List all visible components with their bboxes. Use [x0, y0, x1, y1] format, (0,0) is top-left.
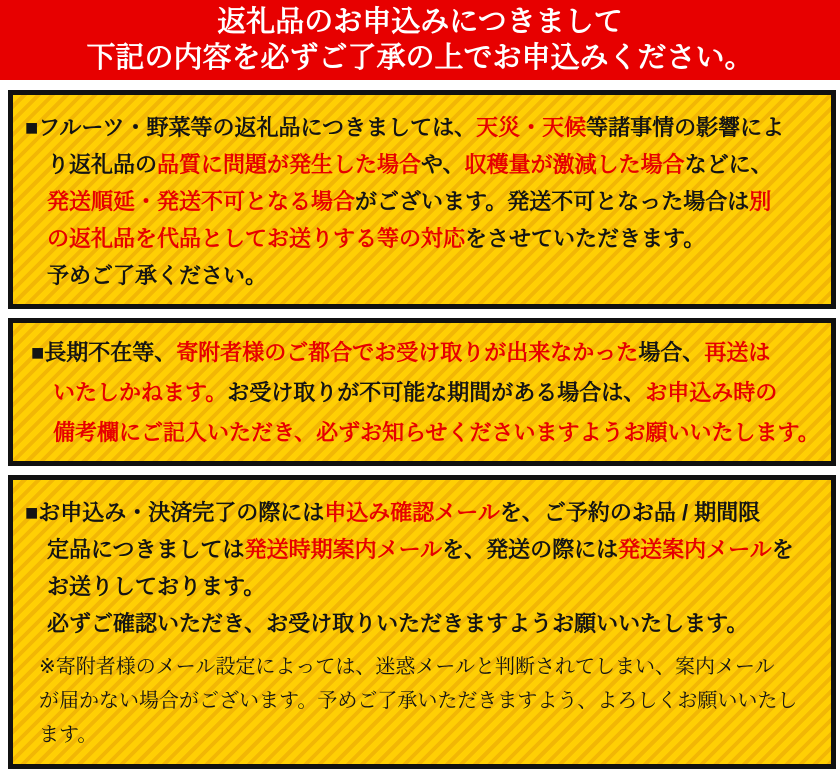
body-text: 定品につきましては	[47, 537, 245, 562]
emphasis-text: 別	[749, 189, 772, 214]
notice-line	[25, 109, 823, 146]
body-text: が届かない場合がございます。予めご了承いただきますよう、よろしくお願いいたし	[39, 690, 798, 712]
body-text: ■お申込み・決済完了の際には	[25, 500, 325, 525]
notice-line	[25, 220, 823, 257]
header-banner	[0, 0, 840, 80]
body-text: ■フルーツ・野菜等の返礼品につきましては、	[25, 115, 477, 140]
body-text: ます。	[39, 724, 98, 746]
notice-line	[39, 650, 823, 684]
notice-box-weather-text	[25, 109, 823, 294]
emphasis-text: 天災・天候	[476, 115, 587, 140]
notice-box-absence-redelivery	[8, 318, 836, 466]
body-text: 予めご了承ください。	[47, 263, 268, 288]
notice-line	[39, 718, 823, 752]
body-text: お送りしております。	[47, 574, 266, 599]
body-text: 等諸事情の影響によ	[586, 115, 785, 140]
emphasis-text: 発送順延・発送不可となる場合	[47, 189, 356, 214]
body-text: ※寄附者様のメール設定によっては、迷惑メールと判断されてしまい、案内メール	[39, 656, 775, 678]
body-text: を、ご予約のお品 / 期間限	[499, 500, 761, 525]
body-text: をさせていただきます。	[465, 226, 706, 251]
emphasis-text: お申込み時の	[645, 380, 778, 405]
emphasis-text: 品質に問題が発生した場合	[157, 152, 422, 177]
notice-line	[25, 257, 823, 294]
spam-mail-note	[39, 650, 823, 752]
notice-line	[39, 684, 823, 718]
notice-line	[25, 605, 823, 642]
notice-line	[31, 373, 823, 413]
notice-line	[31, 333, 823, 373]
emphasis-text: 収穫量が激減した場合	[464, 152, 685, 177]
notice-box-absence-text	[31, 333, 823, 453]
emphasis-text: 発送時期案内メール	[244, 537, 443, 562]
notice-boxes-container	[0, 80, 840, 769]
emphasis-text: 備考欄にご記入いただき、必ずお知らせくださいますようお願いいたします。	[53, 420, 820, 445]
body-text: がございます。発送不可となった場合は	[355, 189, 750, 214]
emphasis-text: いたしかねます。	[53, 380, 228, 405]
notice-line	[25, 146, 823, 183]
body-text: を、発送の際には	[442, 537, 619, 562]
notice-line	[25, 183, 823, 220]
header-line-2: 下記の内容を必ずご了承の上でお申込みください。	[86, 42, 754, 74]
body-text: などに、	[684, 152, 773, 177]
notice-line	[25, 531, 823, 568]
emphasis-text: 申込み確認メール	[324, 500, 500, 525]
body-text: り返礼品の	[47, 152, 158, 177]
emphasis-text: 寄附者様のご都合でお受け取りが出来なかった	[176, 340, 639, 365]
body-text: ■長期不在等、	[31, 340, 177, 365]
notice-line	[25, 494, 823, 531]
body-text: 必ずご確認いただき、お受け取りいただきますようお願いいたします。	[47, 611, 749, 636]
emphasis-text: 再送は	[704, 340, 771, 365]
body-text: お受け取りが不可能な期間がある場合は、	[227, 380, 646, 405]
body-text: を	[771, 537, 794, 562]
notice-box-email-text	[25, 494, 823, 642]
notice-line	[31, 413, 823, 453]
body-text: や、	[421, 152, 465, 177]
header-line-1: 返礼品のお申込みにつきまして	[217, 6, 623, 38]
body-text: 場合、	[638, 340, 705, 365]
notice-box-confirmation-email	[8, 475, 836, 769]
notice-line	[25, 568, 823, 605]
emphasis-text: の返礼品を代品としてお送りする等の対応	[47, 226, 466, 251]
emphasis-text: 発送案内メール	[618, 537, 772, 562]
notice-box-weather-impact	[8, 90, 836, 309]
